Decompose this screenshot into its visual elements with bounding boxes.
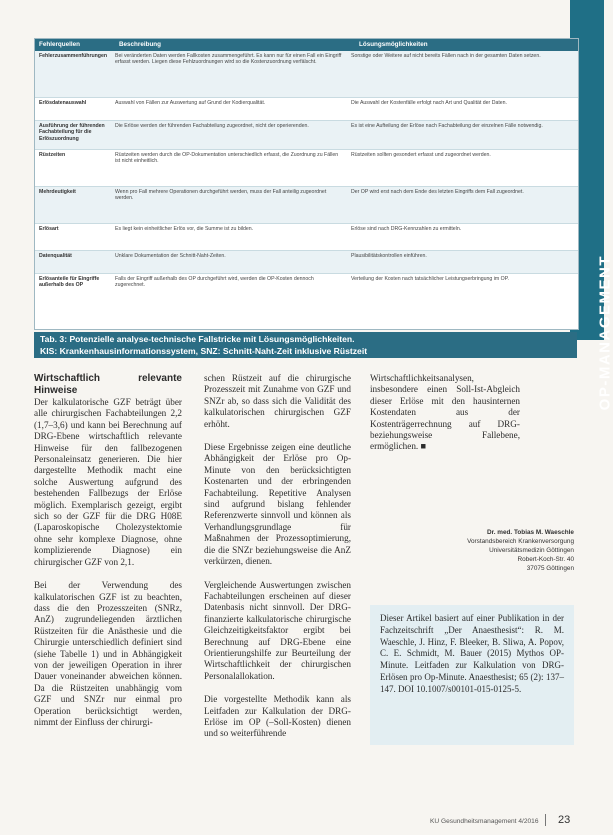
paragraph: Die vorgestellte Methodik kann als Leitfaden zur Kalkulation der DRG-Erlöse im OP (–Soll-Kosten) dienen und so weiterführende xyxy=(204,694,351,739)
paragraph: schen Rüstzeit auf die chirurgische Prozesszeit mit Zunahme von GZF und SNZr ab, so dass sich die Validität des kalkulatorischen chirurgischen GZF erhöht. xyxy=(204,373,351,429)
text-column-3 xyxy=(370,373,520,465)
address-line: Vorstandsbereich Krankenversorgung xyxy=(467,538,574,545)
paragraph: Wirtschaftlichkeitsanalysen, insbesondere einen Soll-Ist-Abgleich dieser Erlöse mit den hausinternen Kostendaten aus der Kostenträgerrechnung auf DRG-beziehungsweise Fallebene, ermöglichen. ■ xyxy=(370,373,520,452)
section-heading: Wirtschaftlich relevante Hinweise xyxy=(34,373,182,396)
table-cell: Die Erlöse werden der führenden Fachabteilung zugeordnet, nicht der operierenden. xyxy=(115,123,309,129)
table-cell: Bei veränderten Daten werden Fallkosten zusammengeführt. Es kann nur für einen Fall ein Eingriff erfasst werden. Liegen diese Fehlzuordnungen wird so die Kostenzuordnung verfälscht. xyxy=(115,53,342,66)
table-cell: Rüstzeiten xyxy=(39,152,66,158)
journal-footer: KU Gesundheitsmanagement 4/2016 xyxy=(430,818,539,825)
table-cell: Datenqualität xyxy=(39,253,72,259)
table-cell: Auswahl von Fällen zur Auswertung auf Grund der Kodierqualität. xyxy=(115,100,266,106)
table-row xyxy=(35,274,578,324)
address-line: 37075 Göttingen xyxy=(526,565,574,572)
table-caption xyxy=(34,332,577,358)
table-row xyxy=(35,251,578,274)
author-name: Dr. med. Tobias M. Waeschle xyxy=(486,529,574,536)
table-cell: Fehlerzusammenführungen xyxy=(39,53,108,59)
table-row xyxy=(35,150,578,187)
header-cell: Lösungsmöglichkeiten xyxy=(359,41,428,48)
caption-abbreviations: KIS: Krankenhausinformationssystem, SNZ: Schnitt-Naht-Zeit inklusive Rüstzeit xyxy=(40,346,368,356)
footer-divider xyxy=(545,814,546,826)
table-cell: Erlösdatenauswahl xyxy=(39,100,87,106)
table-cell: Mehrdeutigkeit xyxy=(39,189,76,195)
table-cell: Ausführung der führenden Fachabteilung für die Erlöszuordnung xyxy=(39,123,105,142)
table-cell: Wenn pro Fall mehrere Operationen durchgeführt werden, muss der Fall anteilig zugeordnet werden. xyxy=(115,189,327,202)
problems-table xyxy=(34,38,579,330)
paragraph: Der kalkulatorische GZF beträgt über alle chirurgischen Fachabteilungen 2,2 (1,7–3,6) und kann bei Berechnung auf DRG-Ebene wirtschaftlich relevante Hinweise für den fallbezogenen Personaleinsatz generieren. Die hier dargestellte Methodik macht eine solche Auswertung aufgrund des bestehenden Fallbezugs der Erlöse möglich. Exemplarisch gezeigt, ergibt sich so der GZF für die DRG H08E (Laparoskopische Cholezystektomie ohne sehr komplexe Diagnose, ohne komplizierende Diagnose) ein chirurgischer GZF von 2,1. xyxy=(34,397,182,567)
header-cell: Beschreibung xyxy=(119,41,161,48)
table-row xyxy=(35,98,578,121)
text-column-1 xyxy=(34,373,182,740)
table-cell: Die Auswahl der Kostenfälle erfolgt nach Art und Qualität der Daten. xyxy=(351,100,508,106)
table-cell: Es liegt kein einheitlicher Erlös vor, die Summe ist zu bilden. xyxy=(115,226,254,232)
text-column-2 xyxy=(204,373,351,752)
table-row xyxy=(35,187,578,224)
table-header xyxy=(35,39,578,51)
author-address xyxy=(390,528,574,573)
table-cell: Rüstzeiten sollten gesondert erfasst und zugeordnet werden. xyxy=(351,152,491,158)
address-line: Robert-Koch-Str. 40 xyxy=(517,556,574,563)
address-line: Universitätsmedizin Göttingen xyxy=(489,547,574,554)
caption-title: Tab. 3: Potenzielle analyse-technische Fallstricke mit Lösungsmöglichkeiten. xyxy=(40,334,355,344)
paragraph: Bei der Verwendung des kalkulatorischen GZF ist zu beachten, dass die den Prozesszeiten (SNRz, AnZ) zugrundeliegenden ärztlichen Rüstzeiten für die Anästhesie und die Chirurgie unterschiedlich definiert sind (siehe Tabelle 1) und in Abhängigkeit von der jeweiligen Operation in ihrer Dauer voneinander abweichen können. Da die Rüstzeiten unabhängig vom GZF und SNZr nur einmal pro Operation berücksichtigt werden, nimmt der Einfluss der chirurgi- xyxy=(34,580,182,727)
side-tab-label: OP-MANAGEMENT xyxy=(596,255,613,411)
page-number: 23 xyxy=(558,814,571,826)
paragraph: Diese Ergebnisse zeigen eine deutliche Abhängigkeit der Erlöse pro Op-Minute von den berücksichtigten Kostenarten und der erbringenden Fachabteilung. Repetitive Analysen sind aufgrund bislang fehlender Referenzwerte sinnvoll und können als Verhandlungsgrundlage für Maßnahmen der Prozessoptimierung, die die SNZr beziehungsweise die AnZ verkürzen, dienen. xyxy=(204,442,351,567)
table-row xyxy=(35,51,578,98)
table-cell: Rüstzeiten werden durch die OP-Dokumentation unterschiedlich erfasst, die Zuordnung zu Fällen ist nicht einheitlich. xyxy=(115,152,339,165)
table-row xyxy=(35,224,578,251)
table-cell: Unklare Dokumentation der Schnitt-Naht-Zeiten. xyxy=(115,253,226,259)
table-cell: Es ist eine Aufteilung der Erlöse nach Fachabteilung der einzelnen Fälle notwendig. xyxy=(351,123,543,129)
table-cell: Sonstige oder Weitere auf nicht bereits Fällen nach in der gesamten Daten setzen. xyxy=(351,53,541,59)
table-cell: Falls der Eingriff außerhalb des OP durchgeführt wird, werden die OP-Kosten dennoch zugerechnet. xyxy=(115,276,314,289)
table-cell: Erlöse sind nach DRG-Kennzahlen zu ermitteln. xyxy=(351,226,462,232)
table-body xyxy=(35,51,578,324)
source-info-box: Dieser Artikel basiert auf einer Publikation in der Fachzeitschrift „Der Anaesthesist“: R. M. Waeschle, J. Hinz, F. Bleeker, B. Sliwa, A. Popov, C. E. Schmidt, M. Bauer (2015) Mythos OP-Minute. Leitfaden zur Kalkulation von DRG-Erlösen pro Op-Minute. Anaesthesist; 65 (2): 137–147. DOI 10.1007/s00101-015-0125-5. xyxy=(370,605,574,745)
table-cell: Erlösanteile für Eingriffe außerhalb des OP xyxy=(39,276,100,289)
header-cell: Fehlerquellen xyxy=(39,41,80,48)
table-cell: Verteilung der Kosten nach tatsächlicher Leistungserbringung im OP. xyxy=(351,276,509,282)
paragraph: Vergleichende Auswertungen zwischen Fachabteilungen erscheinen auf dieser Datenbasis nicht sinnvoll. Der DRG-finanzierte kalkulatorische chirurgische Gleichzeitigkeitsfaktor ergibt bei Berechnung auf DRG-Ebene eine Orientierungshilfe zur Beurteilung der Wirtschaftlichkeit der chirurgischen Personalallokation. xyxy=(204,579,351,681)
table-row xyxy=(35,121,578,150)
table-cell: Plausibilitätskontrollen einführen. xyxy=(351,253,427,259)
table-cell: Der OP wird erst nach dem Ende des letzten Eingriffs dem Fall zugeordnet. xyxy=(351,189,524,195)
table-cell: Erlösart xyxy=(39,226,59,232)
